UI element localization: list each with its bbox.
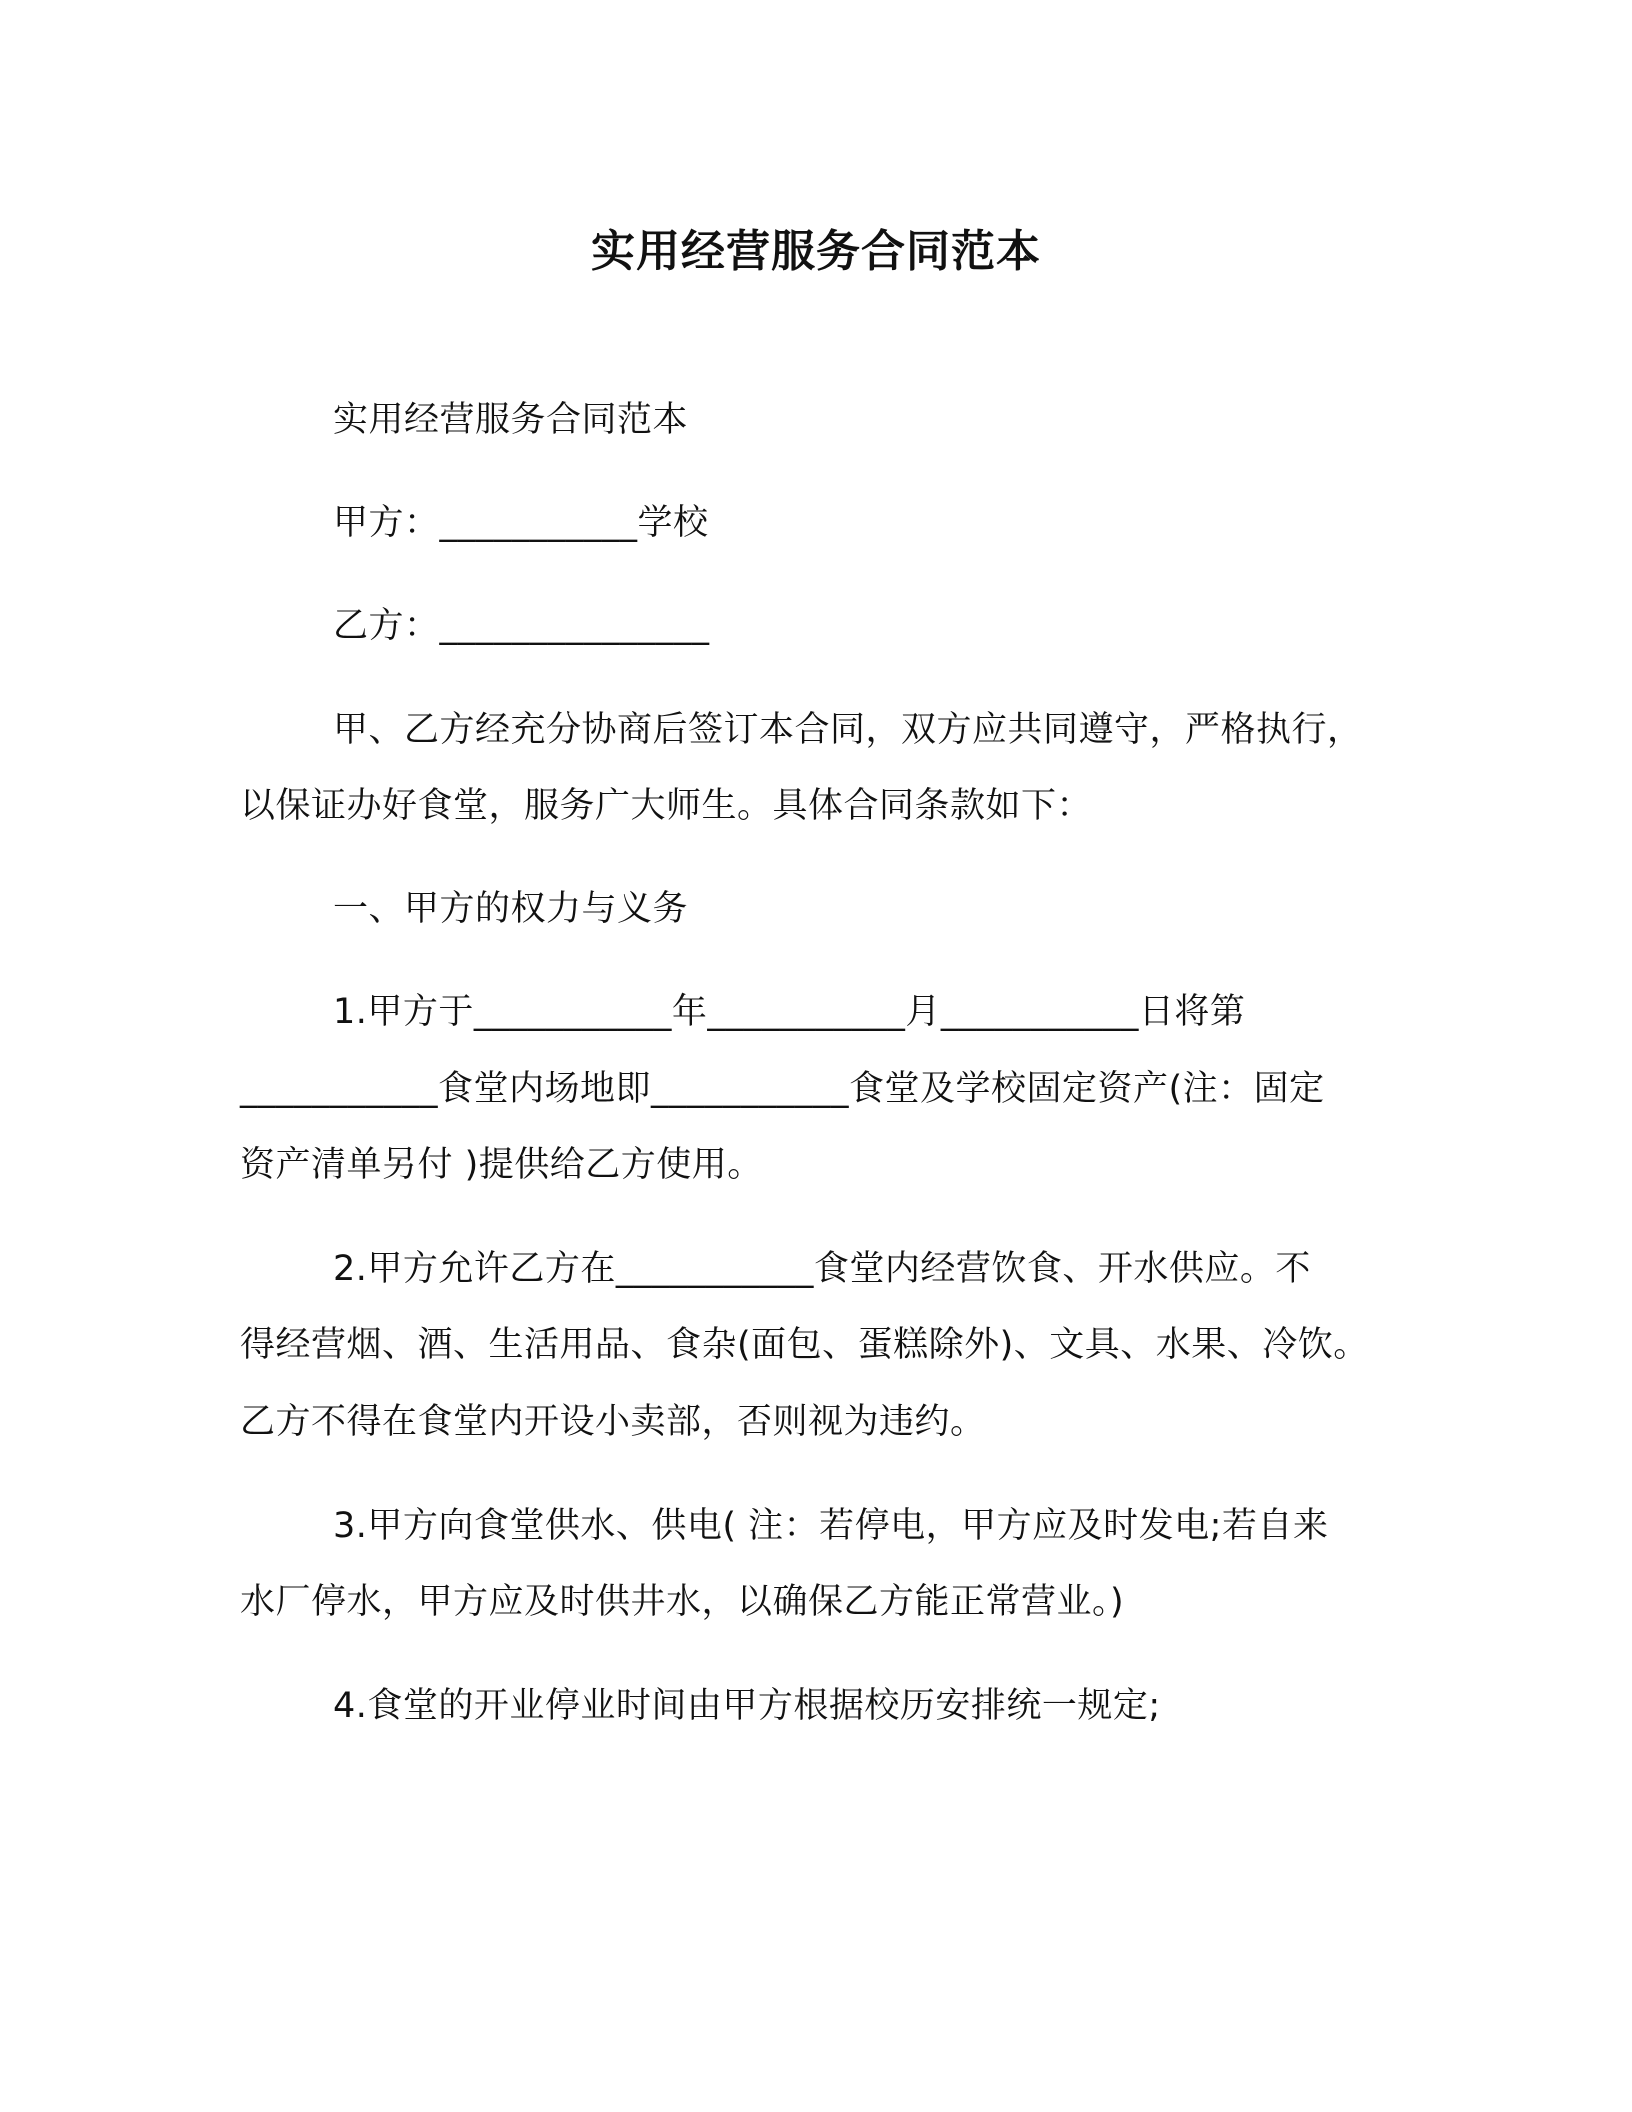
party-b-line: 乙方：_______________: [333, 606, 710, 646]
party-a-line: 甲方：___________学校: [333, 503, 709, 543]
document-title: 实用经营服务合同范本: [591, 226, 1041, 277]
clause-3-line-2: 水厂停水，甲方应及时供井水，以确保乙方能正常营业。): [240, 1582, 1125, 1622]
clause-2-line-1: 2.甲方允许乙方在___________食堂内经营饮食、开水供应。不: [333, 1249, 1311, 1289]
clause-2-line-2: 得经营烟、酒、生活用品、食杂(面包、蛋糕除外)、文具、水果、冷饮。: [240, 1325, 1369, 1365]
subtitle-line: 实用经营服务合同范本: [333, 400, 689, 440]
clause-1-line-3: 资产清单另付 )提供给乙方使用。: [240, 1145, 763, 1185]
preamble-line-2: 以保证办好食堂，服务广大师生。具体合同条款如下：: [240, 786, 1093, 826]
clause-1-line-2: ___________食堂内场地即___________食堂及学校固定资产(注：固定: [240, 1069, 1325, 1109]
clause-3-line-1: 3.甲方向食堂供水、供电( 注：若停电，甲方应及时发电;若自来: [333, 1506, 1329, 1546]
clause-2-line-3: 乙方不得在食堂内开设小卖部，否则视为违约。: [240, 1402, 986, 1442]
preamble-line-1: 甲、乙方经充分协商后签订本合同，双方应共同遵守，严格执行，: [333, 710, 1363, 750]
section-heading: 一、甲方的权力与义务: [333, 889, 689, 929]
clause-1-line-1: 1.甲方于___________年___________月___________日将第: [333, 992, 1246, 1032]
clause-4-line-1: 4.食堂的开业停业时间由甲方根据校历安排统一规定;: [333, 1686, 1161, 1726]
